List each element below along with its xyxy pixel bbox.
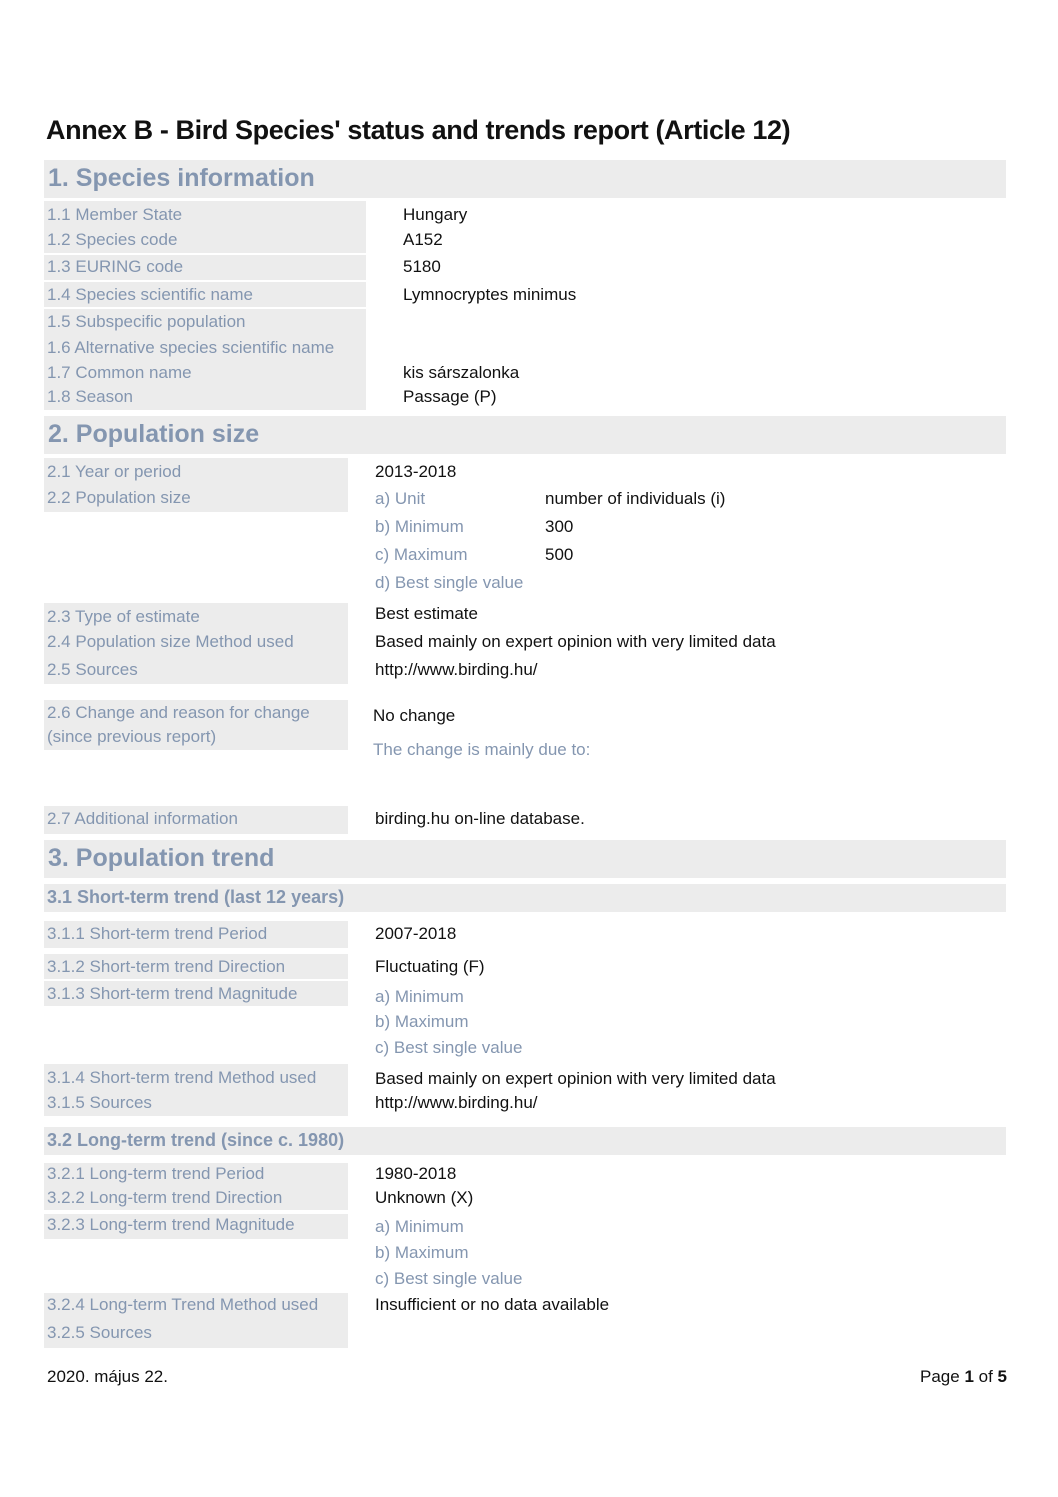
- short-maximum-label: b) Maximum: [375, 1012, 469, 1031]
- minimum-label: b) Minimum: [375, 517, 464, 536]
- year-label: 2.1 Year or period: [47, 462, 182, 481]
- change-reason-label: The change is mainly due to:: [373, 740, 591, 759]
- short-minimum-label: a) Minimum: [375, 987, 464, 1006]
- best-value-label: d) Best single value: [375, 573, 524, 592]
- page-number: [920, 1367, 1007, 1387]
- common-name-value: kis sárszalonka: [403, 363, 520, 382]
- field-label: 1.5 Subspecific population: [47, 312, 246, 331]
- long-maximum-label: b) Maximum: [375, 1243, 469, 1262]
- long-method-label: 3.2.4 Long-term Trend Method used: [47, 1295, 319, 1314]
- additional-info-label: 2.7 Additional information: [47, 809, 238, 828]
- long-magnitude-label: 3.2.3 Long-term trend Magnitude: [47, 1215, 295, 1234]
- long-direction-value: Unknown (X): [375, 1188, 474, 1207]
- change-value: No change: [373, 706, 456, 725]
- short-direction-label: 3.1.2 Short-term trend Direction: [47, 957, 286, 976]
- maximum-value: 500: [545, 545, 574, 564]
- field-label: 1.2 Species code: [47, 230, 178, 249]
- field-label: 1.7 Common name: [47, 363, 192, 382]
- long-term-heading: 3.2 Long-term trend (since c. 1980): [47, 1130, 345, 1150]
- section-1-header: [44, 160, 1006, 198]
- long-period-value: 1980-2018: [375, 1164, 457, 1183]
- short-method-label: 3.1.4 Short-term trend Method used: [47, 1068, 317, 1087]
- field-label: 1.8 Season: [47, 387, 134, 406]
- change-label-continued: (since previous report): [47, 727, 217, 746]
- species-code-value: A152: [403, 230, 443, 249]
- unit-value: number of individuals (i): [545, 489, 726, 508]
- short-period-value: 2007-2018: [375, 924, 457, 943]
- page-current: 1: [964, 1367, 974, 1386]
- long-direction-label: 3.2.2 Long-term trend Direction: [47, 1188, 283, 1207]
- short-sources-value: http://www.birding.hu/: [375, 1093, 538, 1112]
- section-3-header: [44, 840, 1006, 878]
- long-best-value-label: c) Best single value: [375, 1269, 523, 1288]
- scientific-name-value: Lymnocryptes minimus: [403, 285, 577, 304]
- sources-value: http://www.birding.hu/: [375, 660, 538, 679]
- long-period-label: 3.2.1 Long-term trend Period: [47, 1164, 265, 1183]
- estimate-type-value: Best estimate: [375, 604, 478, 623]
- long-minimum-label: a) Minimum: [375, 1217, 464, 1236]
- population-size-label: 2.2 Population size: [47, 488, 191, 507]
- method-value: Based mainly on expert opinion with very limited data: [375, 632, 776, 651]
- sources-label: 2.5 Sources: [47, 660, 138, 679]
- change-label: 2.6 Change and reason for change: [47, 703, 310, 722]
- page-total: 5: [997, 1367, 1007, 1386]
- section-2-header: [44, 416, 1006, 454]
- short-period-label: 3.1.1 Short-term trend Period: [47, 924, 268, 943]
- long-method-value: Insufficient or no data available: [375, 1295, 610, 1314]
- short-best-value-label: c) Best single value: [375, 1038, 523, 1057]
- additional-info-value: birding.hu on-line database.: [375, 809, 585, 828]
- section-1-heading: 1. Species information: [48, 164, 315, 192]
- estimate-type-label: 2.3 Type of estimate: [47, 607, 200, 626]
- long-term-header: [44, 1127, 1006, 1155]
- document-title: Annex B - Bird Species' status and trends report (Article 12): [46, 115, 791, 145]
- year-value: 2013-2018: [375, 462, 457, 481]
- long-sources-label: 3.2.5 Sources: [47, 1323, 152, 1342]
- short-method-value: Based mainly on expert opinion with very limited data: [375, 1069, 776, 1088]
- unit-label: a) Unit: [375, 489, 426, 508]
- field-label: 1.1 Member State: [47, 205, 183, 224]
- field-label: 1.6 Alternative species scientific name: [47, 338, 335, 357]
- minimum-value: 300: [545, 517, 574, 536]
- euring-code-value: 5180: [403, 257, 441, 276]
- field-label: 1.4 Species scientific name: [47, 285, 253, 304]
- method-label: 2.4 Population size Method used: [47, 632, 294, 651]
- short-sources-label: 3.1.5 Sources: [47, 1093, 152, 1112]
- field-label: 1.3 EURING code: [47, 257, 184, 276]
- short-magnitude-label: 3.1.3 Short-term trend Magnitude: [47, 984, 298, 1003]
- section-2-heading: 2. Population size: [48, 420, 260, 448]
- short-term-heading: 3.1 Short-term trend (last 12 years): [47, 887, 345, 907]
- footer-date: 2020. május 22.: [47, 1367, 168, 1386]
- page-of: of: [973, 1367, 998, 1386]
- page-prefix: Page: [920, 1367, 965, 1386]
- member-state-value: Hungary: [403, 205, 468, 224]
- short-term-header: [44, 884, 1006, 912]
- short-direction-value: Fluctuating (F): [375, 957, 485, 976]
- season-value: Passage (P): [403, 387, 497, 406]
- maximum-label: c) Maximum: [375, 545, 468, 564]
- section-3-heading: 3. Population trend: [48, 844, 275, 872]
